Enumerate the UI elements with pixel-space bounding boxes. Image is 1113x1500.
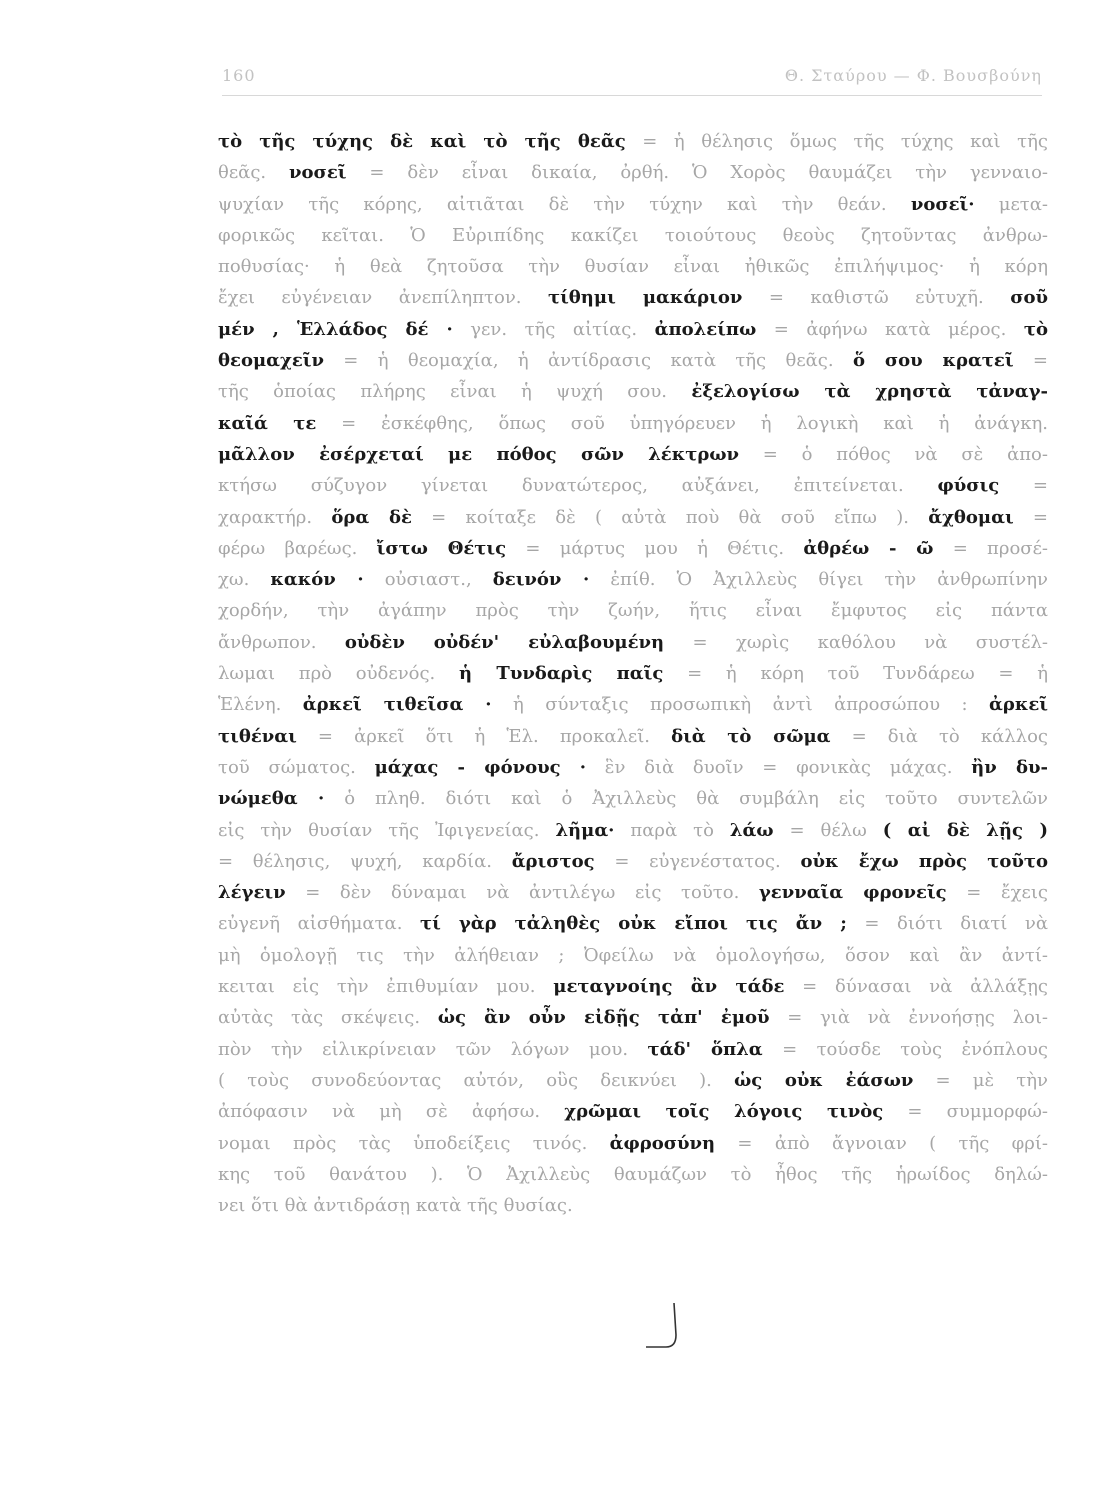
text-line — [218, 533, 1048, 564]
gloss-text: πὸν τὴν εἰλικρίνειαν τῶν λόγων μου. — [218, 1038, 648, 1060]
text-line — [218, 971, 1048, 1002]
gloss-text: = — [1013, 506, 1048, 528]
text-line — [218, 1065, 1048, 1096]
text-line — [218, 408, 1048, 439]
gloss-text: ὁ πληθ. διότι καὶ ὁ Ἀχιλλεὺς θὰ συμβάλη εἰς τοῦτο συντελῶν — [324, 788, 1048, 810]
gloss-text: φορικῶς κεῖται. Ὁ Εὐριπίδης κακίζει τοιούτους θεοὺς ζητοῦντας ἀνθρω- — [218, 224, 1048, 246]
gloss-text: εὐγενῆ αἰσθήματα. — [218, 913, 420, 935]
lemma-term: ἄριστος — [511, 850, 595, 872]
text-line — [218, 627, 1048, 658]
handwritten-bracket-mark — [640, 1295, 680, 1375]
gloss-text: ( τοὺς συνοδεύοντας αὐτόν, οὓς δεικνύει ). — [218, 1069, 735, 1091]
lemma-term: γενναῖα φρονεῖς — [758, 882, 947, 904]
gloss-text: = μάρτυς μου ἡ Θέτις. — [506, 537, 804, 559]
gloss-text: χορδήν, τὴν ἀγάπην πρὸς τὴν ζωήν, ἥτις εἶναι ἔμφυτος εἰς πάντα — [218, 600, 1048, 622]
lemma-term: μεταγνοίης ἂν τάδε — [553, 976, 785, 998]
gloss-text: ἓν διὰ δυοῖν = φονικὰς μάχας. — [586, 756, 972, 778]
gloss-text: νομαι πρὸς τὰς ὑποδείξεις τινός. — [218, 1132, 610, 1154]
gloss-text: τοῦ σώματος. — [218, 756, 375, 778]
text-line — [218, 1159, 1048, 1190]
lemma-term: τιθέναι — [218, 725, 297, 747]
text-line — [218, 846, 1048, 877]
lemma-term: νοσεῖ· — [910, 193, 975, 215]
lemma-term: ἄχθομαι — [928, 506, 1014, 528]
gloss-text: = κοίταξε δὲ ( αὐτὰ ποὺ θὰ σοῦ εἴπω ). — [411, 506, 929, 528]
gloss-text: λωμαι πρὸ οὐδενός. — [218, 663, 460, 685]
text-line — [218, 502, 1048, 533]
text-line — [218, 345, 1048, 376]
lemma-term: τί γὰρ τἀληθὲς οὐκ εἴποι τις ἄν ; — [419, 913, 847, 935]
gloss-text: = χωρὶς καθόλου νὰ συστέλ- — [664, 631, 1048, 653]
lemma-term: ἢν δυ- — [971, 756, 1048, 778]
text-line — [218, 721, 1048, 752]
lemma-term: νοσεῖ — [289, 162, 347, 184]
text-line — [218, 157, 1048, 188]
text-line — [218, 689, 1048, 720]
gloss-text: ἀπόφασιν νὰ μὴ σὲ ἀφήσω. — [218, 1101, 565, 1123]
gloss-text: = ἀφήνω κατὰ μέρος. — [756, 318, 1024, 340]
lemma-term: τάδ' ὅπλα — [647, 1038, 763, 1060]
gloss-text: εἰς τὴν θυσίαν τῆς Ἰφιγενείας. — [218, 819, 556, 841]
gloss-text: = ἀπὸ ἄγνοιαν ( τῆς φρί- — [715, 1132, 1048, 1154]
lemma-term: οὐκ ἔχω πρὸς τοῦτο — [800, 850, 1048, 872]
gloss-text: αὐτὰς τὰς σκέψεις. — [218, 1007, 438, 1029]
gloss-text: = θέλω — [773, 819, 883, 841]
lemma-term: ἀρκεῖ — [989, 694, 1048, 716]
gloss-text: κης τοῦ θανάτου ). Ὁ Ἀχιλλεὺς θαυμάζων τὸ ἦθος τῆς ἡρωίδος δηλώ- — [218, 1163, 1048, 1185]
text-line — [218, 282, 1048, 313]
gloss-text: = εὐγενέστατος. — [594, 850, 801, 872]
gloss-text: = ἡ θέλησις ὅμως τῆς τύχης καὶ τῆς — [625, 131, 1048, 152]
gloss-text: ποθυσίας· ἡ θεὰ ζητοῦσα τὴν θυσίαν εἶναι ἠθικῶς ἐπιλήψιμος· ἡ κόρη — [218, 256, 1048, 278]
gloss-text: = ἐσκέφθης, ὅπως σοῦ ὑπηγόρευεν ἡ λογικὴ καὶ ἡ ἀνάγκη. — [316, 412, 1048, 434]
lemma-term: τίθημι μακάριον — [547, 287, 743, 309]
gloss-text: κειται εἰς τὴν ἐπιθυμίαν μου. — [218, 976, 554, 998]
gloss-text: = διὰ τὸ κάλλος — [830, 725, 1048, 747]
lemma-term: τὸ τῆς τύχης δὲ καὶ τὸ τῆς θεᾶς — [218, 131, 626, 152]
gloss-text: = ἡ κόρη τοῦ Τυνδάρεω = ἡ — [663, 663, 1048, 685]
lemma-term: θεομαχεῖν — [218, 350, 324, 372]
text-line — [218, 752, 1048, 783]
gloss-text: ἔχει εὐγένειαν ἀνεπίληπτον. — [218, 287, 548, 309]
gloss-text: παρὰ τὸ — [614, 819, 730, 841]
gloss-text: γεν. τῆς αἰτίας. — [452, 318, 655, 340]
lemma-term: οὐδὲν οὐδέν' εὐλαβουμένη — [344, 631, 665, 653]
lemma-term: τὸ — [1023, 318, 1048, 340]
gloss-text: ἐπίθ. Ὁ Ἀχιλλεὺς θίγει τὴν ἀνθρωπίνην — [589, 569, 1048, 591]
gloss-text: φέρω βαρέως. — [218, 537, 377, 559]
gloss-text: = διότι διατί νὰ — [846, 913, 1048, 935]
lemma-term: ὡς οὐκ ἐάσων — [734, 1069, 914, 1091]
lemma-term: σοῦ — [1010, 287, 1048, 309]
lemma-term: φύσις — [937, 475, 1000, 497]
gloss-text: μετα- — [974, 193, 1048, 215]
text-line — [218, 564, 1048, 595]
gloss-text: = ἡ θεομαχία, ἡ ἀντίδρασις κατὰ τῆς θεᾶς. — [323, 350, 853, 372]
gloss-text: = — [1013, 350, 1048, 372]
lemma-term: λῆμα· — [555, 819, 615, 841]
lemma-term: ( αἰ δὲ λῇς ) — [882, 819, 1048, 841]
text-line — [218, 1034, 1048, 1065]
text-line — [218, 126, 1048, 157]
text-line — [218, 940, 1048, 971]
commentary-text — [218, 126, 1048, 1221]
gloss-text: κτήσω σύζυγον γίνεται δυνατώτερος, αὐξάνει, ἐπιτείνεται. — [218, 475, 938, 497]
text-line — [218, 376, 1048, 407]
gloss-text: = τούσδε τοὺς ἐνόπλους — [762, 1038, 1048, 1060]
lemma-term: κακόν · — [270, 569, 364, 591]
gloss-text: = καθιστῶ εὐτυχῆ. — [742, 287, 1011, 309]
gloss-text: = συμμορφώ- — [883, 1101, 1048, 1123]
lemma-term: μᾶλλον ἐσέρχεταί με πόθος σῶν λέκτρων — [218, 443, 739, 465]
gloss-text: = γιὰ νὰ ἐννοήσῃς λοι- — [769, 1007, 1048, 1029]
gloss-text: ψυχίαν τῆς κόρης, αἰτιᾶται δὲ τὴν τύχην καὶ τὴν θεάν. — [218, 193, 911, 215]
gloss-text: = ἔχεις — [946, 882, 1048, 904]
gloss-text: ἄνθρωπον. — [218, 631, 345, 653]
lemma-term: καῖά τε — [218, 412, 317, 434]
lemma-term: ἀφροσύνη — [609, 1132, 716, 1154]
gloss-text: χαρακτήρ. — [218, 506, 332, 528]
lemma-term: ἡ Τυνδαρὶς παῖς — [459, 663, 664, 685]
text-line — [218, 595, 1048, 626]
running-head: Θ. Σταύρου — Φ. Βουσβούνη — [784, 66, 1042, 85]
text-line — [218, 658, 1048, 689]
gloss-text: χω. — [218, 569, 271, 591]
lemma-term: μάχας - φόνους · — [374, 756, 587, 778]
gloss-text: θεᾶς. — [218, 162, 290, 184]
gloss-text: οὐσιαστ., — [363, 569, 493, 591]
gloss-text: = δύνασαι νὰ ἀλλάξῃς — [784, 976, 1048, 998]
lemma-term: ὅρα δὲ — [331, 506, 412, 528]
header-rule — [222, 95, 1042, 96]
text-line — [218, 1002, 1048, 1033]
text-line — [218, 314, 1048, 345]
text-line — [218, 783, 1048, 814]
lemma-term: ἀθρέω - ῶ — [803, 537, 934, 559]
gloss-text: = μὲ τὴν — [913, 1069, 1048, 1091]
gloss-text: = δὲν εἶναι δικαία, ὀρθή. Ὁ Χορὸς θαυμάζει τὴν γενναιο- — [346, 162, 1048, 184]
lemma-term: χρῶμαι τοῖς λόγοις τινὸς — [564, 1101, 884, 1123]
text-line — [218, 251, 1048, 282]
lemma-term: ἀπολείπω — [654, 318, 757, 340]
lemma-term: λέγειν — [218, 882, 286, 904]
gloss-text: = ἀρκεῖ ὅτι ἡ Ἑλ. προκαλεῖ. — [296, 725, 672, 747]
text-line — [218, 220, 1048, 251]
text-line — [218, 908, 1048, 939]
gloss-text: = ὁ πόθος νὰ σὲ ἀπο- — [738, 443, 1048, 465]
gloss-text: νει ὅτι θὰ ἀντιδράσῃ κατὰ τῆς θυσίας. — [218, 1195, 573, 1217]
lemma-term: ἐξελογίσω τὰ χρηστὰ τἀναγ- — [691, 381, 1048, 403]
lemma-term: ἀρκεῖ τιθεῖσα · — [302, 694, 492, 716]
text-line — [218, 1096, 1048, 1127]
gloss-text: = δὲν δύναμαι νὰ ἀντιλέγω εἰς τοῦτο. — [285, 882, 759, 904]
lemma-term: ἴστω Θέτις — [376, 537, 507, 559]
text-line — [218, 470, 1048, 501]
text-line — [218, 439, 1048, 470]
gloss-text: = — [999, 475, 1048, 497]
text-line — [218, 189, 1048, 220]
text-line — [218, 877, 1048, 908]
page-number: 160 — [222, 66, 256, 85]
lemma-term: μέν , Ἑλλάδος δέ · — [218, 318, 453, 340]
gloss-text: τῆς ὁποίας πλήρης εἶναι ἡ ψυχή σου. — [218, 381, 692, 403]
lemma-term: ὡς ἂν οὖν εἰδῇς τἀπ' ἐμοῦ — [437, 1007, 770, 1029]
lemma-term: ὅ σου κρατεῖ — [852, 350, 1014, 372]
page-header — [222, 62, 1042, 98]
gloss-text: ἡ σύνταξις προσωπικὴ ἀντὶ ἀπροσώπου : — [491, 694, 990, 716]
gloss-text: = θέλησις, ψυχή, καρδία. — [218, 850, 512, 872]
gloss-text: μὴ ὁμολογῇ τις τὴν ἀλήθειαν ; Ὀφείλω νὰ ὁμολογήσω, ὅσον καὶ ἂν ἀντί- — [218, 944, 1048, 966]
lemma-term: λάω — [729, 819, 774, 841]
lemma-term: δεινόν · — [492, 569, 590, 591]
gloss-text: Ἑλένη. — [218, 694, 303, 716]
lemma-term: διὰ τὸ σῶμα — [671, 725, 831, 747]
text-line — [218, 1190, 1048, 1221]
lemma-term: νώμεθα · — [218, 788, 325, 810]
text-line — [218, 815, 1048, 846]
gloss-text: = προσέ- — [933, 537, 1048, 559]
text-line — [218, 1128, 1048, 1159]
